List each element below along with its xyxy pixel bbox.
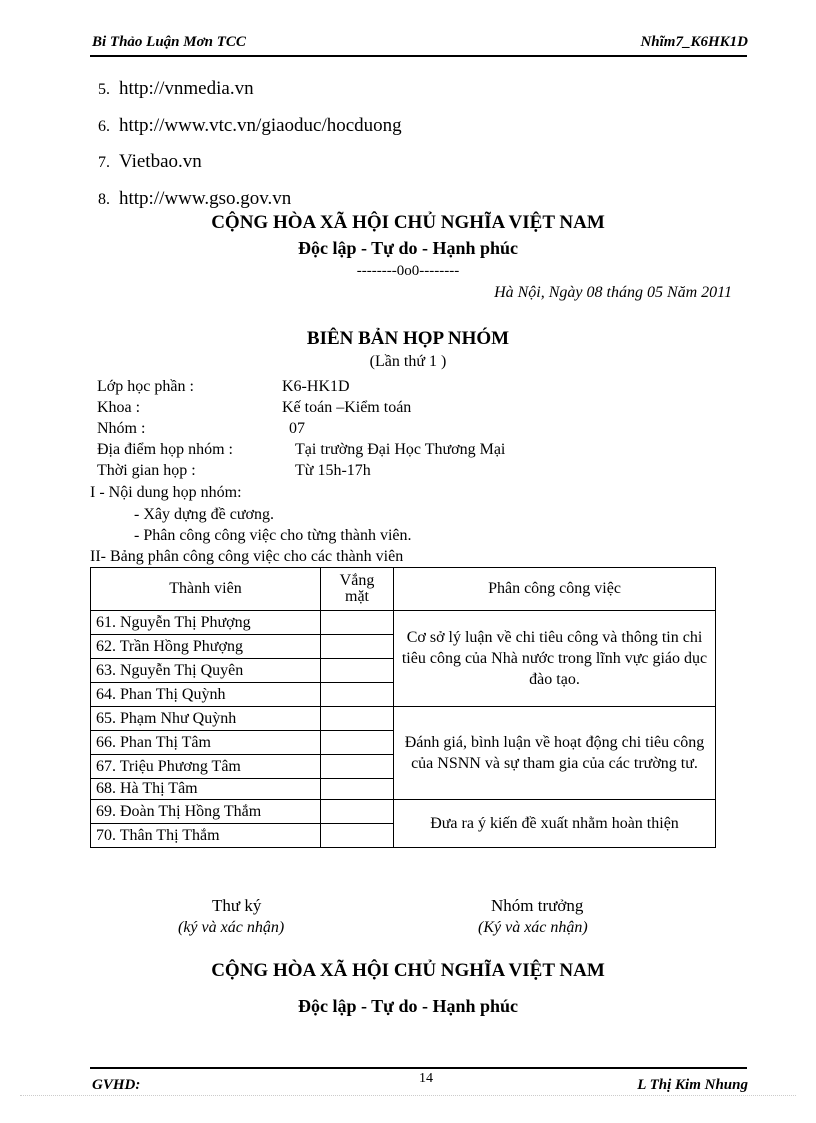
absent-cell [321,800,394,824]
reference-item: 8. http://www.gso.gov.vn [98,188,292,209]
date-line: Hà Nội, Ngày 08 tháng 05 Năm 2011 [494,284,732,301]
separator: --------0o0-------- [356,263,460,279]
leader-title: Nhóm trưởng [491,896,584,915]
header-member: Thành viên [91,568,321,611]
footer-right: L Thị Kim Nhung [637,1077,748,1093]
absent-cell [321,824,394,848]
task-cell: Cơ sở lý luận về chi tiêu công và thông tin chi tiêu công của Nhà nước trong lĩnh vực giáo dục đào tạo. [394,611,716,707]
field-label: Thời gian họp : [97,462,196,479]
reference-item: 7. Vietbao.vn [98,151,202,172]
field-value: Tại trường Đại Học Thương Mại [295,441,506,458]
member-name: 69. Đoàn Thị Hồng Thắm [91,800,321,824]
footer-rule [90,1067,747,1069]
nation-motto: Độc lập - Tự do - Hạnh phúc [297,238,519,258]
field-label: Khoa : [97,399,141,416]
reference-item: 5. http://vnmedia.vn [98,78,254,99]
agenda-item: - Phân công công việc cho từng thành viên. [134,527,412,544]
page-edge-divider [20,1095,796,1096]
agenda-item: - Xây dựng đề cương. [134,506,274,523]
nation-motto-2: Độc lập - Tự do - Hạnh phúc [297,996,519,1016]
secretary-title: Thư ký [212,896,262,915]
minutes-subtitle: (Lần thứ 1 ) [369,353,447,370]
field-label: Lớp học phần : [97,378,194,395]
header-left: Bi Thảo Luận Mơn TCC [92,34,246,50]
member-name: 65. Phạm Như Quỳnh [91,707,321,731]
absent-cell [321,731,394,755]
field-value: K6-HK1D [282,378,350,395]
secretary-note: (ký và xác nhận) [178,919,285,936]
field-value: Kế toán –Kiểm toán [282,399,412,416]
table-title: II- Bảng phân công công việc cho các thành viên [90,548,404,565]
absent-cell [321,635,394,659]
nation-title: CỘNG HÒA XÃ HỘI CHỦ NGHĨA VIỆT NAM [211,212,605,233]
absent-cell [321,707,394,731]
member-name: 68. Hà Thị Tâm [91,779,321,800]
table-row [91,707,716,731]
member-name: 61. Nguyễn Thị Phượng [91,611,321,635]
absent-cell [321,611,394,635]
header-rule [90,55,747,57]
footer-left: GVHD: [92,1077,141,1093]
member-name: 70. Thân Thị Thắm [91,824,321,848]
field-label: Nhóm : [97,420,146,437]
absent-cell [321,683,394,707]
member-name: 64. Phan Thị Quỳnh [91,683,321,707]
header-absent: Vắng mặt [321,568,394,611]
table-row [91,611,716,635]
reference-item: 6. http://www.vtc.vn/giaoduc/hocduong [98,115,402,136]
field-value: Từ 15h-17h [295,462,371,479]
absent-cell [321,755,394,779]
table-row [91,800,716,824]
header-right: Nhĩm7_K6HK1D [640,34,748,50]
minutes-title: BIÊN BẢN HỌP NHÓM [306,328,510,349]
member-name: 63. Nguyễn Thị Quyên [91,659,321,683]
page-number: 14 [419,1071,433,1086]
field-value: 07 [289,420,305,437]
member-name: 62. Trần Hồng Phượng [91,635,321,659]
header-task: Phân công công việc [394,568,716,611]
agenda-title: I - Nội dung họp nhóm: [90,484,242,501]
member-name: 66. Phan Thị Tâm [91,731,321,755]
absent-cell [321,779,394,800]
leader-note: (Ký và xác nhận) [478,919,588,936]
task-cell: Đánh giá, bình luận về hoạt động chi tiêu công của NSNN và sự tham gia của các trường tư. [394,707,716,800]
absent-cell [321,659,394,683]
member-name: 67. Triệu Phương Tâm [91,755,321,779]
task-cell: Đưa ra ý kiến đề xuất nhằm hoàn thiện [394,800,716,848]
assignment-table [90,567,716,848]
table-header-row [91,568,716,611]
nation-title-2: CỘNG HÒA XÃ HỘI CHỦ NGHĨA VIỆT NAM [211,960,605,981]
field-label: Địa điểm họp nhóm : [97,441,233,458]
